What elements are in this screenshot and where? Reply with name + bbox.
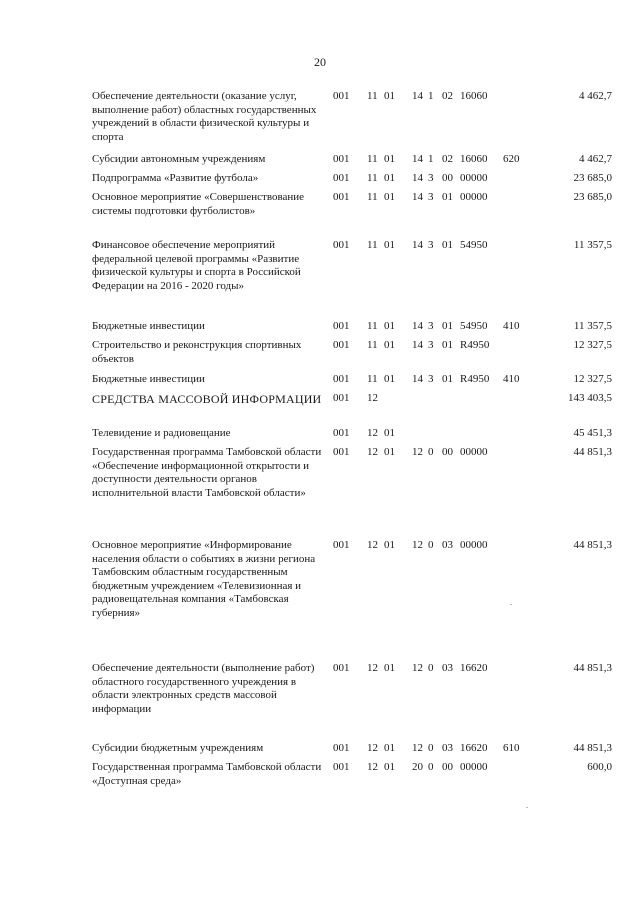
amount: 12 327,5: [573, 339, 612, 351]
subsection-code: 01: [384, 761, 395, 773]
row-name: Обеспечение деятельности (выполнение работ) областного государственного учреждения в области электронных средств массовой информации: [92, 662, 315, 715]
program-code: 14: [412, 239, 423, 251]
section-code: 11: [367, 373, 378, 385]
amount: 44 851,3: [573, 662, 612, 674]
subprogram-code: 0: [428, 662, 434, 674]
amount: 11 357,5: [573, 239, 612, 251]
program-code: 12: [412, 742, 423, 754]
activity-code: 01: [442, 191, 453, 203]
program-code: 14: [412, 320, 423, 332]
activity-code: 00: [442, 761, 453, 773]
amount: 23 685,0: [573, 191, 612, 203]
section-code: 11: [367, 239, 378, 251]
admin-code: 001: [333, 90, 350, 102]
direction-code: 16620: [460, 742, 488, 754]
amount: 600,0: [587, 761, 612, 773]
section-code: 11: [367, 90, 378, 102]
admin-code: 001: [333, 239, 350, 251]
amount: 44 851,3: [573, 742, 612, 754]
subsection-code: 01: [384, 742, 395, 754]
amount: 4 462,7: [579, 90, 612, 102]
subprogram-code: 3: [428, 339, 434, 351]
subsection-code: 01: [384, 239, 395, 251]
amount: 23 685,0: [573, 172, 612, 184]
section-code: 12: [367, 761, 378, 773]
direction-code: 00000: [460, 172, 488, 184]
section-code: 12: [367, 742, 378, 754]
program-code: 12: [412, 539, 423, 551]
row-name: Субсидии автономным учреждениям: [92, 153, 266, 165]
page-number: 20: [314, 55, 326, 69]
admin-code: 001: [333, 392, 350, 404]
activity-code: 01: [442, 239, 453, 251]
direction-code: 00000: [460, 539, 488, 551]
section-code: 11: [367, 153, 378, 165]
amount: 44 851,3: [573, 446, 612, 458]
admin-code: 001: [333, 153, 350, 165]
subprogram-code: 3: [428, 320, 434, 332]
section-code: 12: [367, 392, 378, 404]
row-name: Государственная программа Тамбовской области «Доступная среда»: [92, 761, 322, 787]
subsection-code: 01: [384, 320, 395, 332]
row-name: Государственная программа Тамбовской области «Обеспечение информационной открытости и доступности деятельности органов исполнительной власти Тамбовской области»: [92, 446, 322, 499]
subprogram-code: 1: [428, 90, 434, 102]
section-code: 12: [367, 539, 378, 551]
program-code: 12: [412, 446, 423, 458]
activity-code: 01: [442, 373, 453, 385]
activity-code: 00: [442, 446, 453, 458]
subsection-code: 01: [384, 90, 395, 102]
program-code: 20: [412, 761, 423, 773]
subprogram-code: 1: [428, 153, 434, 165]
activity-code: 01: [442, 339, 453, 351]
activity-code: 02: [442, 90, 453, 102]
admin-code: 001: [333, 662, 350, 674]
section-code: 11: [367, 172, 378, 184]
row-name: Финансовое обеспечение мероприятий федеральной целевой программы «Развитие физической культуры и спорта в Российской Федерации на 2016 - 2020 годы»: [92, 239, 301, 292]
subsection-code: 01: [384, 153, 395, 165]
subsection-code: 01: [384, 339, 395, 351]
section-code: 12: [367, 662, 378, 674]
subprogram-code: 3: [428, 191, 434, 203]
subprogram-code: 0: [428, 539, 434, 551]
row-name: Обеспечение деятельности (оказание услуг, выполнение работ) областных государственных учреждений в области физической культуры и спорта: [92, 90, 317, 143]
activity-code: 01: [442, 320, 453, 332]
direction-code: 00000: [460, 761, 488, 773]
activity-code: 03: [442, 662, 453, 674]
row-name: Строительство и реконструкция спортивных объектов: [92, 339, 302, 365]
direction-code: 54950: [460, 239, 488, 251]
admin-code: 001: [333, 320, 350, 332]
section-code: 11: [367, 339, 378, 351]
subprogram-code: 0: [428, 761, 434, 773]
program-code: 14: [412, 153, 423, 165]
direction-code: 00000: [460, 446, 488, 458]
direction-code: R4950: [460, 373, 490, 385]
direction-code: 00000: [460, 191, 488, 203]
program-code: 14: [412, 191, 423, 203]
subprogram-code: 0: [428, 446, 434, 458]
subsection-code: 01: [384, 191, 395, 203]
scan-speck: [526, 807, 528, 808]
amount: 45 451,3: [573, 427, 612, 439]
direction-code: 16620: [460, 662, 488, 674]
subprogram-code: 3: [428, 172, 434, 184]
direction-code: 16060: [460, 153, 488, 165]
section-code: 11: [367, 320, 378, 332]
row-name: Основное мероприятие «Информирование населения области о событиях в жизни региона Тамбовским областным государственным бюджетным учреждением «Телевизионная и радиовещательная компания «Тамбовская губерния»: [92, 539, 316, 619]
admin-code: 001: [333, 539, 350, 551]
subsection-code: 01: [384, 172, 395, 184]
subsection-code: 01: [384, 446, 395, 458]
subprogram-code: 0: [428, 742, 434, 754]
subsection-code: 01: [384, 427, 395, 439]
subprogram-code: 3: [428, 373, 434, 385]
row-name: Подпрограмма «Развитие футбола»: [92, 172, 259, 184]
subprogram-code: 3: [428, 239, 434, 251]
amount: 12 327,5: [573, 373, 612, 385]
admin-code: 001: [333, 446, 350, 458]
activity-code: 02: [442, 153, 453, 165]
program-code: 12: [412, 662, 423, 674]
row-name: Субсидии бюджетным учреждениям: [92, 742, 264, 754]
admin-code: 001: [333, 427, 350, 439]
admin-code: 001: [333, 761, 350, 773]
direction-code: R4950: [460, 339, 490, 351]
admin-code: 001: [333, 742, 350, 754]
activity-code: 00: [442, 172, 453, 184]
amount: 44 851,3: [573, 539, 612, 551]
direction-code: 16060: [460, 90, 488, 102]
subsection-code: 01: [384, 373, 395, 385]
program-code: 14: [412, 339, 423, 351]
row-name: Основное мероприятие «Совершенствование системы подготовки футболистов»: [92, 191, 305, 217]
section-code: 11: [367, 191, 378, 203]
section-code: 12: [367, 446, 378, 458]
scan-speck: [510, 604, 512, 605]
amount: 11 357,5: [573, 320, 612, 332]
admin-code: 001: [333, 172, 350, 184]
row-name: Телевидение и радиовещание: [92, 427, 231, 439]
row-name: Бюджетные инвестиции: [92, 320, 205, 332]
expense-type-code: 610: [503, 742, 520, 754]
admin-code: 001: [333, 191, 350, 203]
program-code: 14: [412, 90, 423, 102]
activity-code: 03: [442, 539, 453, 551]
amount: 143 403,5: [568, 392, 612, 404]
direction-code: 54950: [460, 320, 488, 332]
row-name: СРЕДСТВА МАССОВОЙ ИНФОРМАЦИИ: [92, 392, 322, 406]
admin-code: 001: [333, 373, 350, 385]
expense-type-code: 620: [503, 153, 520, 165]
subsection-code: 01: [384, 539, 395, 551]
section-code: 12: [367, 427, 378, 439]
row-name: Бюджетные инвестиции: [92, 373, 205, 385]
expense-type-code: 410: [503, 373, 520, 385]
activity-code: 03: [442, 742, 453, 754]
program-code: 14: [412, 373, 423, 385]
expense-type-code: 410: [503, 320, 520, 332]
subsection-code: 01: [384, 662, 395, 674]
admin-code: 001: [333, 339, 350, 351]
amount: 4 462,7: [579, 153, 612, 165]
program-code: 14: [412, 172, 423, 184]
